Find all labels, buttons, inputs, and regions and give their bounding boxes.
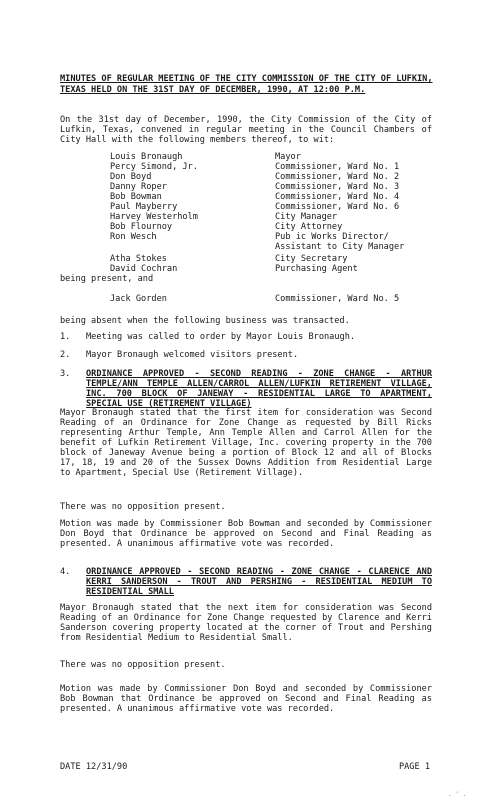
- item-4-motion: Motion was made by Commissioner Don Boyd and seconded by Commissioner Bob Bowman that Ordinance be approved on Second and Final Reading as presented. A unanimous affirmative vote was recorded.: [60, 684, 432, 714]
- attendee-name: Danny Roper: [110, 182, 167, 192]
- footer-date: DATE 12/31/90: [60, 762, 128, 772]
- attendee-row: [110, 152, 440, 162]
- item-3-opposition: There was no opposition present.: [60, 502, 226, 512]
- attendee-title: Commissioner, Ward No. 1: [275, 162, 400, 172]
- attendee-row: [110, 182, 440, 192]
- attendee-name: Louis Bronaugh: [110, 152, 183, 162]
- item-4-opposition: There was no opposition present.: [60, 660, 226, 670]
- attendee-title: City Secretary: [275, 254, 348, 264]
- item-3-body: Mayor Bronaugh stated that the first item for consideration was Second Reading of an Ordinance for Zone Change as requested by Bill Ricks representing Arthur Temple, Ann Temple Allen and Carrol Allen for the benefit of Lufkin Retirement Village, Inc. covering property in the 700 block of Janeway Avenue being a portion of Block 12 and all of Blocks 17, 18, 19 and 20 of the Sussex Downs Addition from Residential Large to Apartment, Special Use (Retirement Village).: [60, 408, 432, 478]
- scan-specks: . ' .: [448, 791, 467, 798]
- attendee-title: Commissioner, Ward No. 2: [275, 172, 400, 182]
- agenda-item-2: [60, 350, 432, 360]
- attendee-name: David Cochran: [110, 264, 178, 274]
- absent-name: Jack Gorden: [110, 294, 167, 304]
- attendee-row: [110, 162, 440, 172]
- attendee-name: Ron Wesch: [110, 232, 157, 242]
- item-number: 4.: [60, 567, 71, 577]
- attendee-row: [110, 212, 440, 222]
- attendee-name: Percy Simond, Jr.: [110, 162, 198, 172]
- agenda-item-3: [60, 369, 432, 409]
- item-number: 1.: [60, 332, 71, 342]
- attendee-title: City Manager: [275, 212, 338, 222]
- item-heading: ORDINANCE APPROVED - SECOND READING - ZONE CHANGE - ARTHUR TEMPLE/ANN TEMPLE ALLEN/CARROL ALLEN/LUFKIN RETIREMENT VILLAGE, INC. 700 BLOCK OF JANEWAY - RESIDENTIAL LARGE TO APARTMENT, SPECIAL USE (RETIREMENT VILLAGE): [86, 369, 432, 409]
- item-number: 3.: [60, 369, 71, 379]
- attendee-name: Paul Mayberry: [110, 202, 178, 212]
- attendee-name: Atha Stokes: [110, 254, 167, 264]
- item-number: 2.: [60, 350, 71, 360]
- attendee-name: Bob Bowman: [110, 192, 162, 202]
- present-text: being present, and: [60, 274, 154, 284]
- attendee-row: [110, 192, 440, 202]
- attendee-title: City Attorney: [275, 222, 343, 232]
- attendee-title: Commissioner, Ward No. 4: [275, 192, 400, 202]
- attendee-title: Assistant to City Manager: [275, 242, 405, 252]
- attendee-row: [110, 172, 440, 182]
- absent-title: Commissioner, Ward No. 5: [275, 294, 400, 304]
- item-heading: ORDINANCE APPROVED - SECOND READING - ZONE CHANGE - CLARENCE AND KERRI SANDERSON - TROUT AND PERSHING - RESIDENTIAL MEDIUM TO RESIDENTIAL SMALL: [86, 567, 432, 597]
- attendee-row: [110, 202, 440, 212]
- intro-paragraph: On the 31st day of December, 1990, the City Commission of the City of Lufkin, Texas, convened in regular meeting in the Council Chambers of City Hall with the following members thereof, to wit:: [60, 115, 432, 145]
- item-text: Meeting was called to order by Mayor Louis Bronaugh.: [86, 332, 356, 342]
- absent-text: being absent when the following business was transacted.: [60, 316, 350, 326]
- attendee-name: [110, 242, 275, 252]
- attendee-title: Mayor: [275, 152, 301, 162]
- agenda-item-4: [60, 567, 432, 597]
- attendee-title: Purchasing Agent: [275, 264, 358, 274]
- attendee-title: Pub ic Works Director/: [275, 232, 389, 242]
- attendee-name: Bob Flournoy: [110, 222, 173, 232]
- agenda-item-1: [60, 332, 432, 342]
- item-4-body: Mayor Bronaugh stated that the next item for consideration was Second Reading of an Ordinance for Zone Change requested by Clarence and Kerri Sanderson covering property located at the corner of Trout and Pershing from Residential Medium to Residential Small.: [60, 603, 432, 643]
- attendee-row: [110, 232, 440, 242]
- attendee-name: Harvey Westerholm: [110, 212, 198, 222]
- attendee-row: [110, 254, 440, 264]
- attendee-row: [110, 222, 440, 232]
- attendee-list: [110, 152, 440, 274]
- footer-page: PAGE 1: [398, 762, 430, 772]
- attendee-name: Don Boyd: [110, 172, 152, 182]
- attendee-title: Commissioner, Ward No. 6: [275, 202, 400, 212]
- attendee-row: [110, 264, 440, 274]
- attendee-title: Commissioner, Ward No. 3: [275, 182, 400, 192]
- document-title: MINUTES OF REGULAR MEETING OF THE CITY COMMISSION OF THE CITY OF LUFKIN, TEXAS HELD ON THE 31ST DAY OF DECEMBER, 1990, AT 12:00 P.M.: [60, 74, 433, 95]
- attendee-row: [110, 242, 440, 252]
- item-text: Mayor Bronaugh welcomed visitors present.: [86, 350, 299, 360]
- absent-member: [110, 294, 440, 304]
- item-3-motion: Motion was made by Commissioner Bob Bowman and seconded by Commissioner Don Boyd that Ordinance be approved on Second and Final Reading as presented. A unanimous affirmative vote was recorded.: [60, 519, 432, 549]
